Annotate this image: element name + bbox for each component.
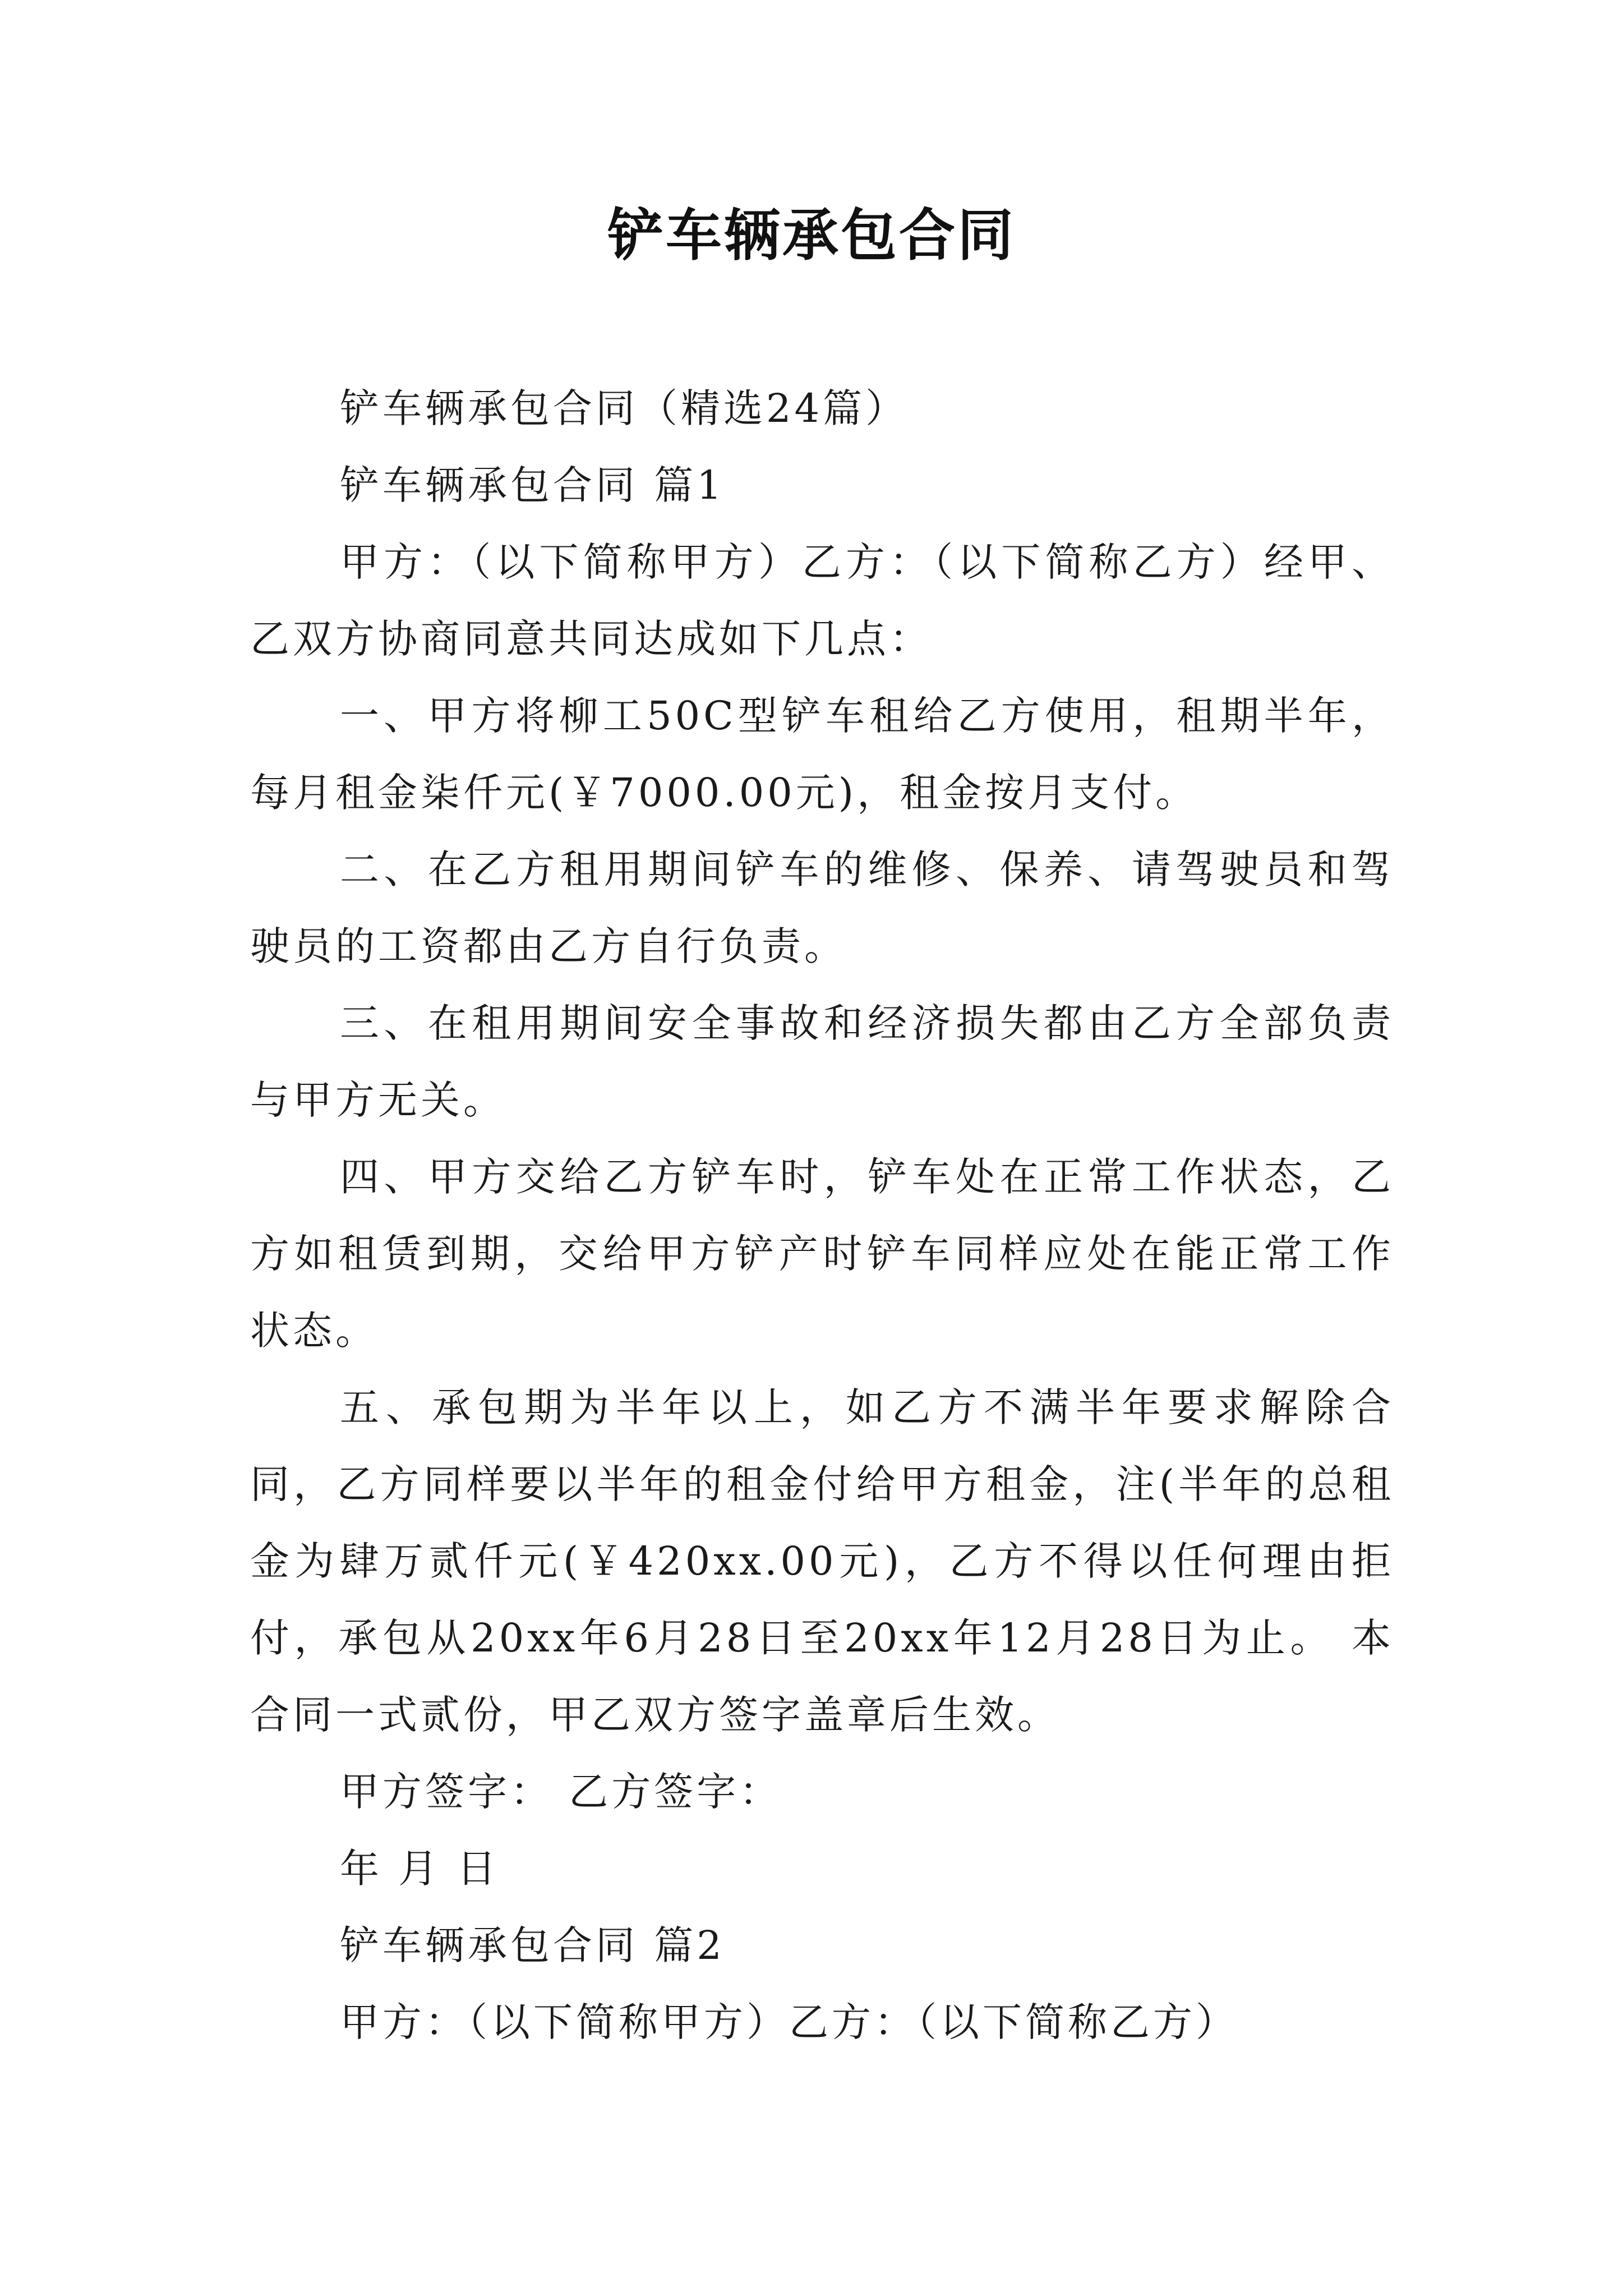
collection-heading: 铲车辆承包合同（精选24篇） (340, 385, 909, 431)
date-line: 年 月 日 (340, 1846, 500, 1892)
clause-1: 一、甲方将柳工50C型铲车租给乙方使用，租期半年，每月租金柒仟元(￥7000.00元)，租金按月支付。 (250, 693, 1394, 816)
parties-paragraph: 甲方：（以下简称甲方）乙方：（以下简称乙方）经甲、乙双方协商同意共同达成如下几点： (250, 539, 1394, 662)
section-heading-1: 铲车辆承包合同 篇1 (340, 462, 725, 508)
clause-5: 五、承包期为半年以上，如乙方不满半年要求解除合同，乙方同样要以半年的租金付给甲方租金，注(半年的总租金为肆万贰仟元(￥420xx.00元)，乙方不得以任何理由拒付，承包从20xx年6月28日至20xx年12月28日为止。 本合同一式贰份，甲乙双方签字盖章后生效。 (250, 1384, 1394, 1738)
document-body (250, 370, 1394, 2061)
document-title: 铲车辆承包合同 (607, 203, 1016, 268)
clause-4: 四、甲方交给乙方铲车时，铲车处在正常工作状态，乙方如租赁到期，交给甲方铲产时铲车同样应处在能正常工作状态。 (250, 1154, 1394, 1354)
parties-paragraph-2: 甲方：（以下简称甲方）乙方：（以下简称乙方） (340, 1999, 1238, 2045)
signature-line: 甲方签字： 乙方签字： (340, 1769, 782, 1815)
section-heading-2: 铲车辆承包合同 篇2 (340, 1922, 725, 1968)
clause-2: 二、在乙方租用期间铲车的维修、保养、请驾驶员和驾驶员的工资都由乙方自行负责。 (250, 846, 1394, 969)
clause-3: 三、在租用期间安全事故和经济损失都由乙方全部负责与甲方无关。 (250, 1000, 1394, 1123)
